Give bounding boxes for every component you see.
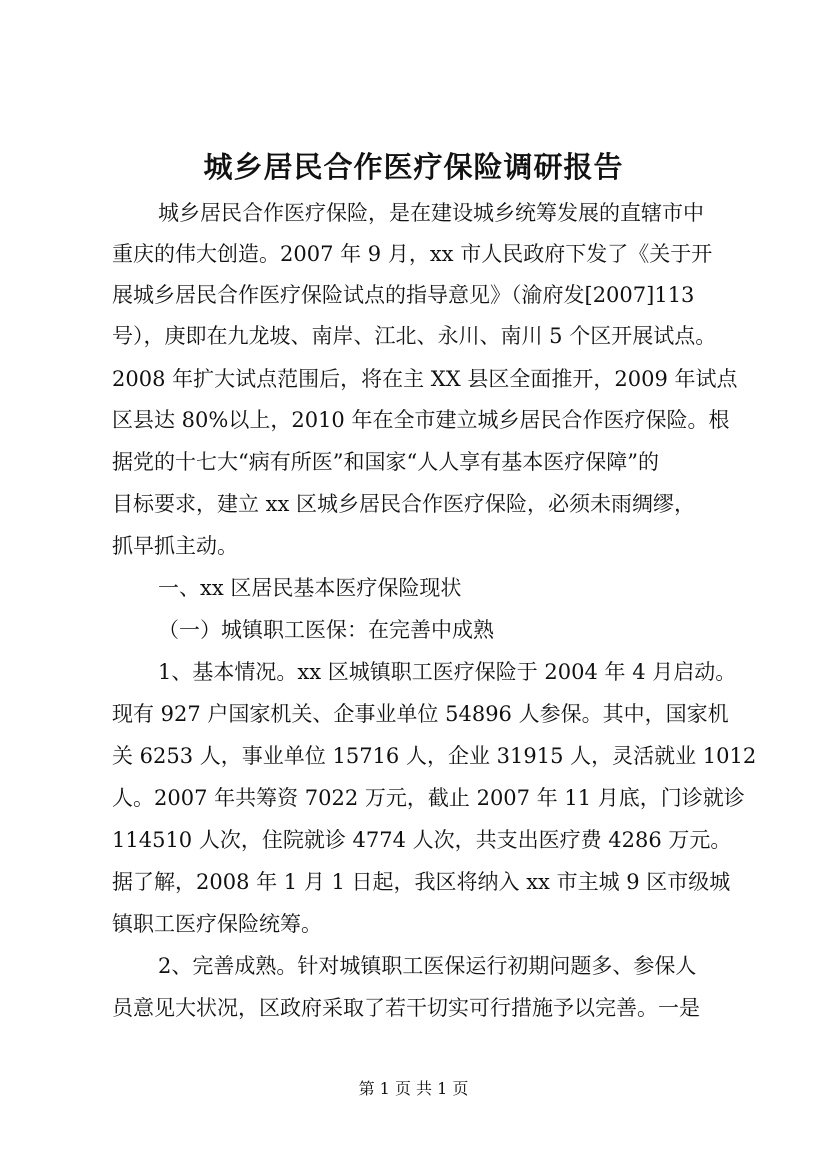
body-line: 抓早抓主动。: [112, 534, 238, 558]
body-line: 号），庚即在九龙坡、南岸、江北、永川、南川 5 个区开展试点。: [112, 324, 717, 348]
body-line: 现有 927 户国家机关、企事业单位 54896 人参保。其中，国家机: [112, 702, 729, 726]
body-line: 员意见大状况，区政府采取了若干切实可行措施予以完善。一是: [112, 996, 700, 1020]
body-line: 2、完善成熟。针对城镇职工医保运行初期问题多、参保人: [158, 954, 697, 978]
body-line: 目标要求，建立 xx 区城乡居民合作医疗保险，必须未雨绸缪，: [112, 492, 696, 516]
page-number-footer: 第 1 页 共 1 页: [358, 1079, 469, 1098]
document-title: 城乡居民合作医疗保险调研报告: [203, 150, 624, 184]
body-line: 区县达 80%以上，2010 年在全市建立城乡居民合作医疗保险。根: [112, 408, 730, 432]
body-line: 重庆的伟大创造。2007 年 9 月，xx 市人民政府下发了《关于开: [112, 242, 713, 266]
body-line: 2008 年扩大试点范围后，将在主 XX 县区全面推开，2009 年试点: [112, 367, 738, 391]
body-line: 1、基本情况。xx 区城镇职工医疗保险于 2004 年 4 月启动。: [158, 660, 737, 684]
body-line: 城乡居民合作医疗保险，是在建设城乡统筹发展的直辖市中: [158, 201, 704, 225]
body-line: 展城乡居民合作医疗保险试点的指导意见》（渝府发[2007]113: [112, 283, 695, 307]
subsection-heading: （一）城镇职工医保：在完善中成熟: [158, 618, 494, 642]
body-line: 人。2007 年共筹资 7022 万元，截止 2007 年 11 月底，门诊就诊: [112, 786, 745, 810]
body-line: 镇职工医疗保险统筹。: [112, 912, 322, 936]
body-line: 据了解，2008 年 1 月 1 日起，我区将纳入 xx 市主城 9 区市级城: [112, 870, 731, 894]
body-line: 关 6253 人，事业单位 15716 人，企业 31915 人，灵活就业 1012: [112, 744, 757, 768]
section-heading: 一、xx 区居民基本医疗保险现状: [158, 576, 462, 600]
body-line: 114510 人次，住院就诊 4774 人次，共支出医疗费 4286 万元。: [112, 828, 732, 852]
body-line: 据党的十七大“病有所医”和国家“人人享有基本医疗保障”的: [112, 450, 659, 474]
